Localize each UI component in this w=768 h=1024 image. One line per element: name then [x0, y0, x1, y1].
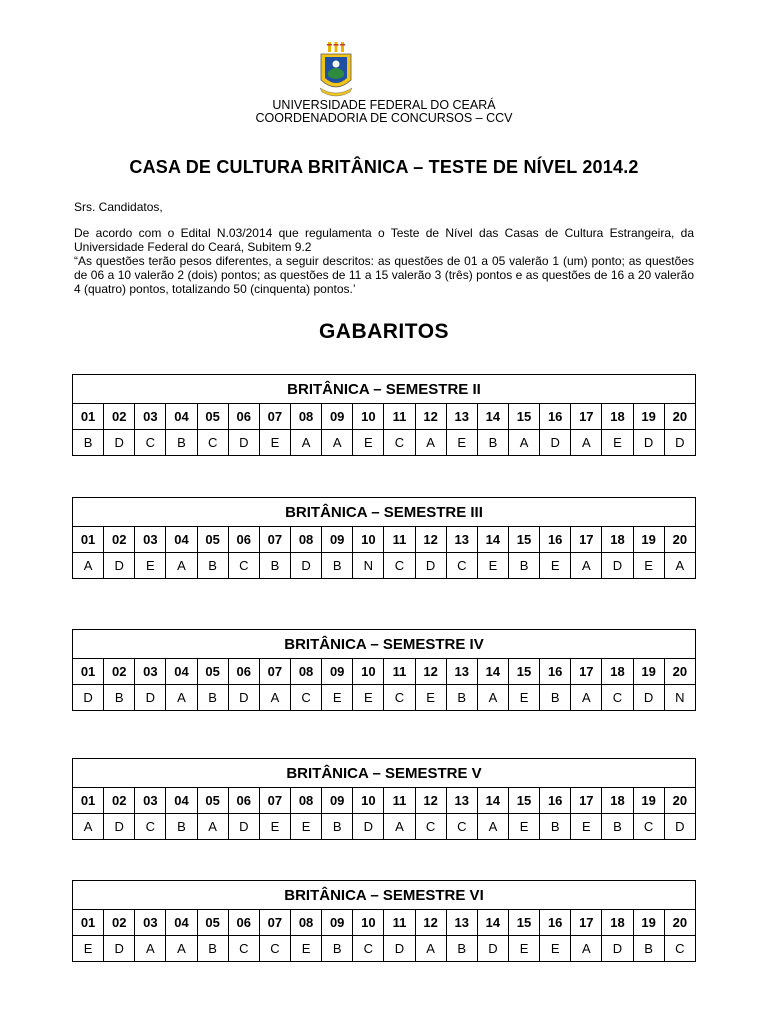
question-number-row [73, 659, 696, 685]
answer-cell: E [415, 685, 446, 711]
question-number-cell: 14 [477, 788, 508, 814]
question-number-cell: 15 [508, 910, 539, 936]
question-number-cell: 03 [135, 788, 166, 814]
question-number-cell: 17 [571, 910, 602, 936]
question-number-cell: 20 [664, 527, 695, 553]
answer-cell: D [477, 936, 508, 962]
answer-cell: B [197, 685, 228, 711]
question-number-cell: 10 [353, 788, 384, 814]
answer-cell: C [602, 685, 633, 711]
question-number-cell: 06 [228, 527, 259, 553]
answer-cell: A [571, 430, 602, 456]
question-number-cell: 01 [73, 404, 104, 430]
question-number-cell: 15 [508, 404, 539, 430]
question-number-cell: 13 [446, 659, 477, 685]
question-number-cell: 01 [73, 527, 104, 553]
question-number-cell: 10 [353, 659, 384, 685]
question-number-cell: 03 [135, 910, 166, 936]
answer-cell: E [73, 936, 104, 962]
question-number-cell: 11 [384, 527, 415, 553]
answer-cell: B [73, 430, 104, 456]
answer-cell: D [353, 814, 384, 840]
question-number-cell: 14 [477, 527, 508, 553]
answer-cell: A [73, 814, 104, 840]
answer-cell: A [571, 685, 602, 711]
answer-cell: C [415, 814, 446, 840]
question-number-cell: 20 [664, 404, 695, 430]
institution-name: UNIVERSIDADE FEDERAL DO CEARÁ [272, 98, 496, 112]
answer-cell: A [166, 936, 197, 962]
answer-cell: E [322, 685, 353, 711]
answer-cell: B [166, 430, 197, 456]
answer-cell: C [664, 936, 695, 962]
question-number-cell: 11 [384, 659, 415, 685]
question-number-cell: 19 [633, 404, 664, 430]
answer-cell: A [135, 936, 166, 962]
question-number-cell: 19 [633, 910, 664, 936]
question-number-cell: 05 [197, 404, 228, 430]
question-number-cell: 18 [602, 788, 633, 814]
answer-cell: D [104, 936, 135, 962]
question-number-cell: 20 [664, 659, 695, 685]
answer-row [73, 553, 696, 579]
answer-cell: A [571, 936, 602, 962]
question-number-cell: 19 [633, 788, 664, 814]
question-number-cell: 14 [477, 659, 508, 685]
question-number-cell: 15 [508, 788, 539, 814]
question-number-cell: 09 [322, 527, 353, 553]
answer-key-table [72, 374, 696, 456]
question-number-cell: 09 [322, 404, 353, 430]
department-name: COORDENADORIA DE CONCURSOS – CCV [255, 111, 513, 125]
question-number-cell: 15 [508, 659, 539, 685]
question-number-cell: 20 [664, 788, 695, 814]
question-number-cell: 05 [197, 788, 228, 814]
question-number-cell: 12 [415, 910, 446, 936]
answer-cell: B [446, 936, 477, 962]
answer-row [73, 685, 696, 711]
question-number-cell: 13 [446, 910, 477, 936]
question-number-cell: 18 [602, 910, 633, 936]
question-number-cell: 10 [353, 527, 384, 553]
question-number-cell: 07 [259, 659, 290, 685]
question-number-cell: 18 [602, 659, 633, 685]
question-number-cell: 04 [166, 527, 197, 553]
answer-cell: N [664, 685, 695, 711]
question-number-cell: 02 [104, 910, 135, 936]
answer-key-table [72, 880, 696, 962]
answer-cell: E [602, 430, 633, 456]
question-number-row [73, 527, 696, 553]
question-number-cell: 17 [571, 788, 602, 814]
question-number-cell: 16 [540, 659, 571, 685]
question-number-cell: 13 [446, 527, 477, 553]
question-number-cell: 08 [290, 527, 321, 553]
answer-cell: C [384, 685, 415, 711]
answer-cell: E [540, 936, 571, 962]
table-title: BRITÂNICA – SEMESTRE II [73, 375, 696, 404]
answer-cell: D [104, 430, 135, 456]
question-number-cell: 03 [135, 659, 166, 685]
answer-cell: E [446, 430, 477, 456]
answer-cell: C [446, 553, 477, 579]
answer-cell: A [259, 685, 290, 711]
answer-row [73, 814, 696, 840]
answer-cell: A [73, 553, 104, 579]
question-number-cell: 11 [384, 788, 415, 814]
answer-cell: D [104, 814, 135, 840]
answer-cell: B [602, 814, 633, 840]
question-number-cell: 01 [73, 659, 104, 685]
answer-cell: B [540, 685, 571, 711]
question-number-cell: 05 [197, 910, 228, 936]
question-number-cell: 16 [540, 788, 571, 814]
answer-cell: D [228, 685, 259, 711]
answer-cell: D [664, 430, 695, 456]
answer-cell: D [384, 936, 415, 962]
question-number-cell: 13 [446, 404, 477, 430]
answer-cell: B [322, 936, 353, 962]
answer-cell: E [259, 430, 290, 456]
question-number-cell: 02 [104, 527, 135, 553]
answer-cell: D [602, 553, 633, 579]
answer-cell: B [197, 936, 228, 962]
answer-cell: A [664, 553, 695, 579]
question-number-cell: 04 [166, 404, 197, 430]
scoring-paragraph: “As questões terão pesos diferentes, a seguir descritos: as questões de 01 a 05 valerão 1 (um) ponto; as questões de 06 a 10 valerão 2 (dois) pontos; as questões de 11 a 15 valerão 3 (três) pontos e as questões de 16 a 20 valerão 4 (quatro) pontos, totalizando 50 (cinquenta) pontos.’ [74, 254, 694, 296]
document-title: CASA DE CULTURA BRITÂNICA – TESTE DE NÍVEL 2014.2 [129, 157, 639, 177]
edital-paragraph: De acordo com o Edital N.03/2014 que regulamenta o Teste de Nível das Casas de Cultura Estrangeira, da Universidade Federal do Ceará, Subitem 9.2 [74, 226, 694, 254]
question-number-cell: 16 [540, 404, 571, 430]
answer-cell: D [602, 936, 633, 962]
answer-cell: C [228, 553, 259, 579]
table-title: BRITÂNICA – SEMESTRE VI [73, 881, 696, 910]
answer-cell: D [633, 685, 664, 711]
question-number-cell: 07 [259, 527, 290, 553]
answer-key-table [72, 497, 696, 579]
table-title: BRITÂNICA – SEMESTRE V [73, 759, 696, 788]
question-number-cell: 12 [415, 788, 446, 814]
answer-cell: E [508, 936, 539, 962]
answer-cell: C [446, 814, 477, 840]
answer-cell: C [135, 814, 166, 840]
answer-cell: E [353, 430, 384, 456]
answer-cell: A [508, 430, 539, 456]
answer-cell: E [290, 936, 321, 962]
question-number-cell: 04 [166, 910, 197, 936]
answer-cell: D [633, 430, 664, 456]
answer-cell: B [322, 814, 353, 840]
answer-row [73, 430, 696, 456]
question-number-cell: 01 [73, 910, 104, 936]
question-number-cell: 05 [197, 659, 228, 685]
question-number-row [73, 910, 696, 936]
answer-cell: D [104, 553, 135, 579]
answer-cell: D [664, 814, 695, 840]
answer-cell: E [571, 814, 602, 840]
question-number-cell: 06 [228, 404, 259, 430]
question-number-cell: 19 [633, 527, 664, 553]
question-number-cell: 16 [540, 527, 571, 553]
answer-cell: C [135, 430, 166, 456]
answer-cell: A [322, 430, 353, 456]
answer-cell: A [477, 685, 508, 711]
answer-cell: A [415, 936, 446, 962]
question-number-cell: 02 [104, 659, 135, 685]
answer-cell: B [633, 936, 664, 962]
answer-cell: D [228, 814, 259, 840]
answer-cell: C [197, 430, 228, 456]
answer-cell: C [259, 936, 290, 962]
answer-cell: A [415, 430, 446, 456]
answer-row [73, 936, 696, 962]
question-number-cell: 02 [104, 404, 135, 430]
question-number-cell: 12 [415, 659, 446, 685]
question-number-row [73, 788, 696, 814]
question-number-cell: 07 [259, 788, 290, 814]
question-number-cell: 08 [290, 404, 321, 430]
salutation: Srs. Candidatos, [74, 200, 163, 214]
question-number-cell: 06 [228, 659, 259, 685]
answer-key-table [72, 629, 696, 711]
answer-cell: B [540, 814, 571, 840]
question-number-cell: 09 [322, 659, 353, 685]
question-number-cell: 12 [415, 404, 446, 430]
answer-cell: N [353, 553, 384, 579]
answer-cell: E [508, 814, 539, 840]
question-number-cell: 08 [290, 788, 321, 814]
answer-cell: A [571, 553, 602, 579]
question-number-cell: 03 [135, 404, 166, 430]
answer-cell: E [508, 685, 539, 711]
question-number-cell: 20 [664, 910, 695, 936]
question-number-cell: 11 [384, 910, 415, 936]
answer-cell: D [290, 553, 321, 579]
question-number-cell: 08 [290, 659, 321, 685]
answer-cell: B [322, 553, 353, 579]
question-number-cell: 09 [322, 910, 353, 936]
answer-cell: C [384, 553, 415, 579]
answer-key-table [72, 758, 696, 840]
question-number-cell: 12 [415, 527, 446, 553]
answer-cell: B [259, 553, 290, 579]
question-number-cell: 04 [166, 659, 197, 685]
question-number-cell: 18 [602, 527, 633, 553]
question-number-cell: 02 [104, 788, 135, 814]
table-title: BRITÂNICA – SEMESTRE IV [73, 630, 696, 659]
table-title: BRITÂNICA – SEMESTRE III [73, 498, 696, 527]
answer-cell: C [633, 814, 664, 840]
answer-cell: D [135, 685, 166, 711]
answer-cell: E [477, 553, 508, 579]
answer-cell: A [197, 814, 228, 840]
answer-cell: D [228, 430, 259, 456]
question-number-cell: 07 [259, 910, 290, 936]
answer-cell: E [540, 553, 571, 579]
question-number-cell: 10 [353, 910, 384, 936]
answer-cell: B [508, 553, 539, 579]
question-number-cell: 06 [228, 910, 259, 936]
question-number-cell: 05 [197, 527, 228, 553]
answer-cell: D [73, 685, 104, 711]
question-number-cell: 08 [290, 910, 321, 936]
question-number-cell: 11 [384, 404, 415, 430]
answer-cell: C [290, 685, 321, 711]
question-number-cell: 18 [602, 404, 633, 430]
answer-cell: C [228, 936, 259, 962]
answer-cell: C [353, 936, 384, 962]
answer-cell: B [477, 430, 508, 456]
answer-cell: A [166, 553, 197, 579]
question-number-cell: 14 [477, 910, 508, 936]
answer-cell: E [353, 685, 384, 711]
question-number-cell: 01 [73, 788, 104, 814]
answer-cell: A [384, 814, 415, 840]
answer-cell: B [197, 553, 228, 579]
answer-cell: A [290, 430, 321, 456]
question-number-cell: 15 [508, 527, 539, 553]
answer-cell: E [259, 814, 290, 840]
answer-cell: C [384, 430, 415, 456]
question-number-cell: 07 [259, 404, 290, 430]
question-number-cell: 06 [228, 788, 259, 814]
answer-cell: E [290, 814, 321, 840]
question-number-cell: 10 [353, 404, 384, 430]
answer-cell: A [166, 685, 197, 711]
question-number-cell: 03 [135, 527, 166, 553]
answer-cell: B [446, 685, 477, 711]
answer-cell: E [633, 553, 664, 579]
question-number-cell: 09 [322, 788, 353, 814]
question-number-cell: 14 [477, 404, 508, 430]
question-number-cell: 17 [571, 527, 602, 553]
question-number-row [73, 404, 696, 430]
question-number-cell: 17 [571, 404, 602, 430]
question-number-cell: 17 [571, 659, 602, 685]
answer-cell: D [540, 430, 571, 456]
answer-cell: A [477, 814, 508, 840]
question-number-cell: 13 [446, 788, 477, 814]
question-number-cell: 19 [633, 659, 664, 685]
university-crest-icon [318, 42, 354, 100]
section-title: GABARITOS [318, 320, 450, 343]
answer-cell: B [104, 685, 135, 711]
question-number-cell: 16 [540, 910, 571, 936]
answer-cell: D [415, 553, 446, 579]
answer-cell: B [166, 814, 197, 840]
answer-cell: E [135, 553, 166, 579]
question-number-cell: 04 [166, 788, 197, 814]
